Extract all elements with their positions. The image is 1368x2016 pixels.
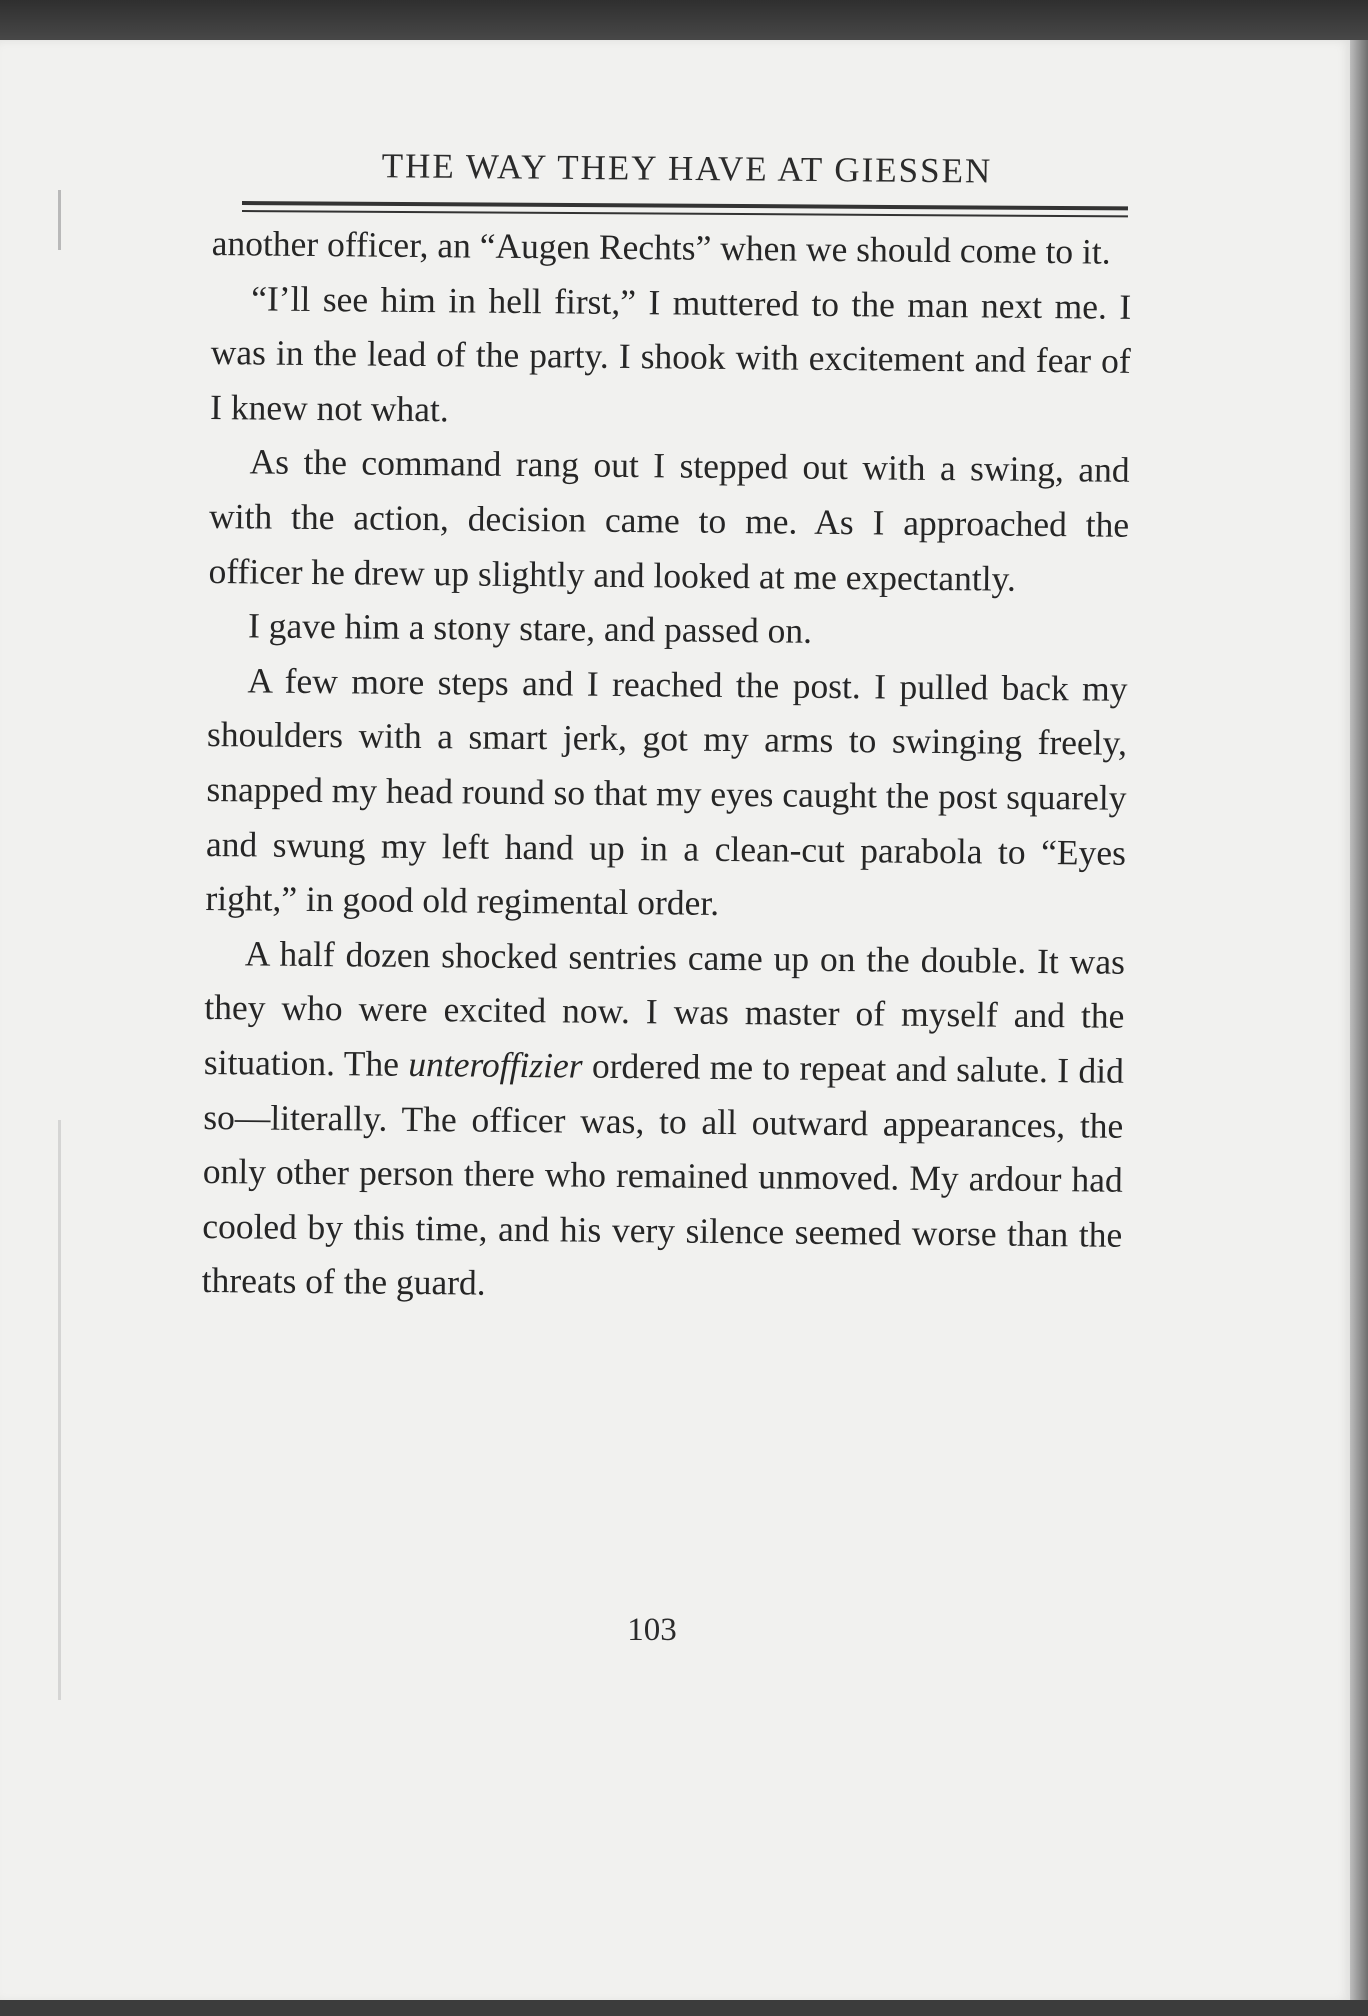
page-edge	[1350, 40, 1368, 2016]
paragraph: As the command rang out I stepped out with a swing, and with the action, decision came to me. As I approached the officer he drew up slightly and looked at me expectantly.	[208, 441, 1130, 599]
paragraph: A few more steps and I reached the post. I pulled back my shoulders with a smart jerk, got my arms to swinging freely, snapped my head round so that my eyes caught the post squarely and swung my left hand up in a clean-cut parabola to “Eyes right,” in good old regimental order.	[205, 660, 1128, 924]
gutter-mark	[58, 1120, 61, 1700]
paragraph: I gave him a stony stare, and passed on.	[247, 605, 813, 651]
paragraph: another officer, an “Augen Rechts” when we should come to it.	[211, 222, 1111, 272]
paragraph: “I’ll see him in hell first,” I muttered to the man next me. I was in the lead of the party. I shook with excitement and fear of I knew not what.	[209, 277, 1132, 430]
paragraph-text: ordered me to repeat and salute. I did so—literally. The officer was, to all outward appearances, the only other person there who remained unmoved. My ardour had cooled by this time, and his very silence seemed worse than the threats of the guard.	[201, 1045, 1125, 1303]
body-text	[202, 216, 1132, 1317]
running-head: THE WAY THEY HAVE AT GIESSEN	[381, 146, 993, 191]
scan-top-border	[0, 0, 1368, 44]
paragraph-text: A half dozen shocked sentries came up on the double. It was they who were excited now. I was master of myself and the situation. The	[203, 933, 1126, 1084]
italic-term: unteroffizier	[408, 1043, 583, 1086]
scan-bottom-border	[0, 2000, 1368, 2016]
page-number: 103	[627, 1612, 677, 1648]
gutter-mark	[58, 190, 61, 250]
paragraph	[202, 926, 1126, 1317]
